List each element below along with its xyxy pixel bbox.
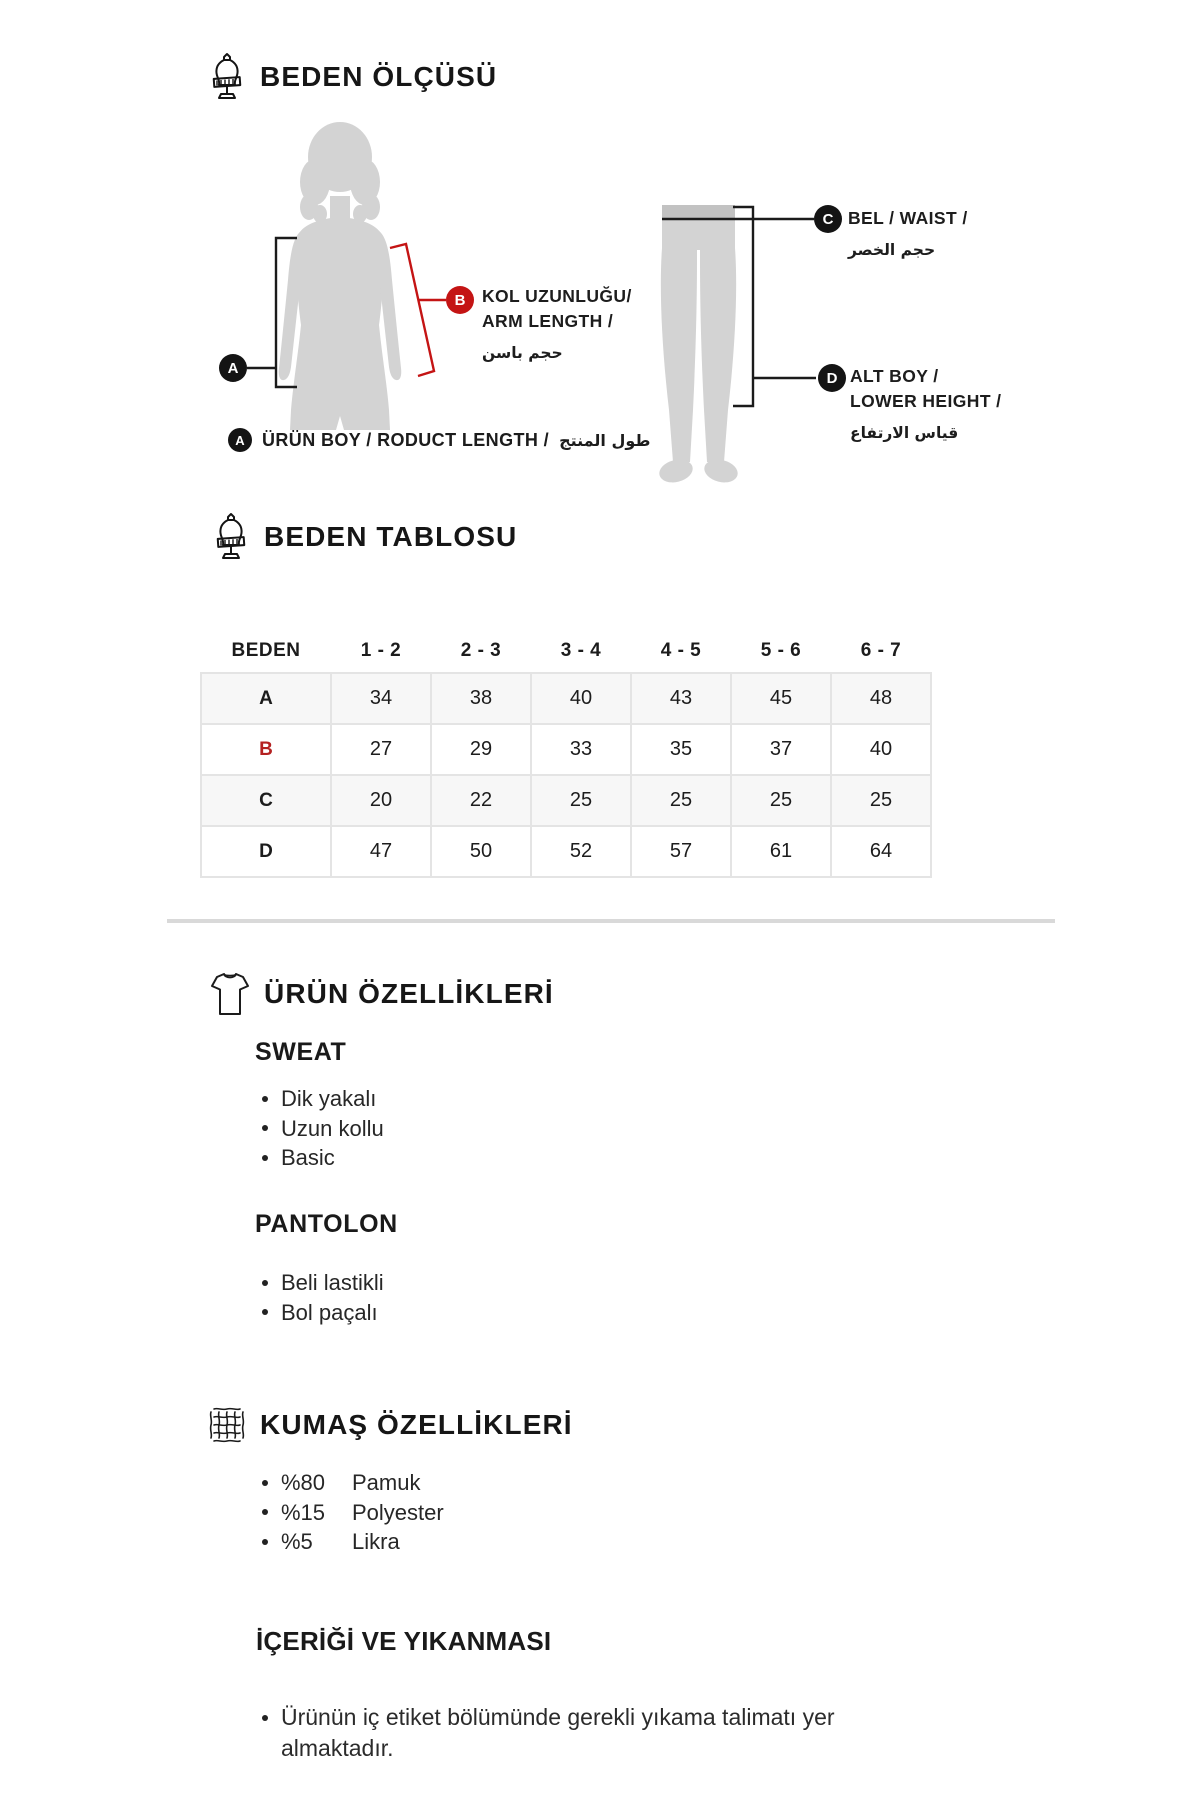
size-measure-title: BEDEN ÖLÇÜSÜ — [260, 61, 498, 92]
fabric-weave-icon — [208, 1406, 246, 1444]
bullet — [262, 1480, 268, 1486]
marker-c-arabic: حجم الخصر — [848, 241, 936, 259]
cell: 20 — [331, 775, 431, 826]
row-label: D — [201, 826, 331, 877]
list-item: Dik yakalı — [262, 1084, 384, 1114]
table-row — [201, 775, 931, 826]
cell: 25 — [631, 775, 731, 826]
list-item: %5 Likra — [262, 1527, 444, 1557]
marker-c-label: BEL / WAIST / حجم الخصر — [848, 206, 968, 263]
bullet — [262, 1096, 268, 1102]
col-header: BEDEN — [231, 640, 301, 661]
col-header: 3 - 4 — [560, 640, 602, 661]
cell: 43 — [631, 673, 731, 724]
col-header: 1 - 2 — [360, 640, 402, 661]
col-header: 2 - 3 — [460, 640, 502, 661]
mannequin-icon — [208, 52, 246, 102]
product-features-title: ÜRÜN ÖZELLİKLERİ — [264, 978, 554, 1009]
row-label: B — [201, 724, 331, 775]
fabric-features-header — [208, 1406, 573, 1444]
list-item: Uzun kollu — [262, 1114, 384, 1144]
marker-b-badge: B — [446, 286, 474, 314]
marker-d-arabic: قياس الارتفاع — [850, 424, 959, 442]
cell: 25 — [731, 775, 831, 826]
size-table-header-row — [201, 630, 931, 673]
list-item: %15 Polyester — [262, 1498, 444, 1528]
cell: 45 — [731, 673, 831, 724]
cell: 35 — [631, 724, 731, 775]
col-header: 5 - 6 — [760, 640, 802, 661]
col-header: 6 - 7 — [860, 640, 902, 661]
list-item: %80 Pamuk — [262, 1468, 444, 1498]
bullet — [262, 1280, 268, 1286]
cell: 22 — [431, 775, 531, 826]
cell: 40 — [531, 673, 631, 724]
row-label: C — [201, 775, 331, 826]
table-row — [201, 724, 931, 775]
cell: 29 — [431, 724, 531, 775]
cell: 57 — [631, 826, 731, 877]
bullet — [262, 1539, 268, 1545]
marker-b-label: KOL UZUNLUĞU/ ARM LENGTH / حجم باسن — [482, 284, 632, 366]
group-sweat-title: SWEAT — [255, 1038, 347, 1066]
list-item: Bol paçalı — [262, 1298, 384, 1328]
product-features-header — [210, 972, 554, 1016]
cell: 40 — [831, 724, 931, 775]
marker-d-badge: D — [818, 364, 846, 392]
bullet — [262, 1715, 268, 1721]
sweat-feature-list — [262, 1084, 384, 1173]
table-row — [201, 826, 931, 877]
cell: 38 — [431, 673, 531, 724]
measure-bracket-d — [733, 207, 816, 406]
cell: 48 — [831, 673, 931, 724]
group-pantolon-title: PANTOLON — [255, 1210, 398, 1238]
table-row — [201, 673, 931, 724]
row-label: A — [201, 673, 331, 724]
size-measure-header — [208, 52, 497, 102]
section-divider — [167, 919, 1055, 923]
col-header: 4 - 5 — [660, 640, 702, 661]
cell: 34 — [331, 673, 431, 724]
bullet — [262, 1509, 268, 1515]
care-title: İÇERİĞİ VE YIKANMASI — [256, 1626, 552, 1656]
pantolon-feature-list — [262, 1268, 384, 1327]
marker-a-badge: A — [219, 354, 247, 382]
marker-a-caption-badge: A — [228, 428, 252, 452]
cell: 37 — [731, 724, 831, 775]
legs-silhouette — [657, 205, 740, 486]
bullet — [262, 1309, 268, 1315]
size-table — [200, 630, 932, 878]
marker-b-arabic: حجم باسن — [482, 344, 563, 362]
fabric-list — [262, 1468, 444, 1557]
cell: 64 — [831, 826, 931, 877]
marker-a-caption: A ÜRÜN BOY / RODUCT LENGTH / طول المنتج — [228, 428, 650, 452]
list-item: Ürünün iç etiket bölümünde gerekli yıkama talimatı yer almaktadır. — [262, 1702, 872, 1764]
cell: 47 — [331, 826, 431, 877]
fabric-features-title: KUMAŞ ÖZELLİKLERİ — [260, 1409, 573, 1440]
list-item: Beli lastikli — [262, 1268, 384, 1298]
care-list — [262, 1702, 872, 1764]
size-table-title: BEDEN TABLOSU — [264, 521, 518, 552]
bullet — [262, 1125, 268, 1131]
girl-silhouette — [279, 122, 402, 430]
cell: 27 — [331, 724, 431, 775]
cell: 52 — [531, 826, 631, 877]
marker-d-label: ALT BOY / LOWER HEIGHT / قياس الارتفاع — [850, 364, 1001, 446]
tshirt-icon — [210, 972, 250, 1016]
marker-c-badge: C — [814, 205, 842, 233]
cell: 61 — [731, 826, 831, 877]
bullet — [262, 1155, 268, 1161]
size-table-header — [212, 512, 517, 562]
list-item: Basic — [262, 1143, 384, 1173]
cell: 25 — [531, 775, 631, 826]
marker-a-arabic: طول المنتج — [559, 430, 651, 450]
cell: 25 — [831, 775, 931, 826]
cell: 33 — [531, 724, 631, 775]
mannequin-icon — [212, 512, 250, 562]
cell: 50 — [431, 826, 531, 877]
